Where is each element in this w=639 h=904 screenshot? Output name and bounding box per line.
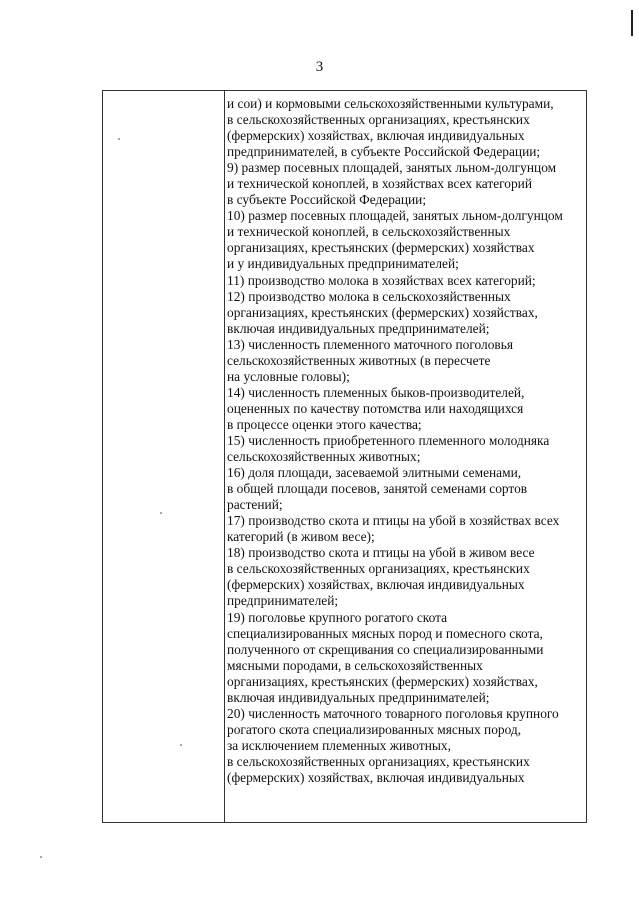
- text-line: 11) производство молока в хозяйствах всех категорий;: [227, 272, 536, 288]
- scan-speck: [118, 138, 120, 140]
- text-line: (фермерских) хозяйствах, включая индивидуальных: [227, 128, 525, 144]
- text-line: 19) поголовье крупного рогатого скота: [227, 609, 448, 625]
- text-line: сельскохозяйственных животных;: [227, 449, 421, 465]
- text-line: 12) производство молока в сельскохозяйственных: [227, 288, 511, 304]
- text-line: 17) производство скота и птицы на убой в хозяйствах всех: [227, 513, 560, 529]
- text-line: включая индивидуальных предпринимателей;: [227, 320, 490, 336]
- text-line: специализированных мясных пород и помесного скота,: [227, 625, 543, 641]
- text-line: (фермерских) хозяйствах, включая индивидуальных: [227, 769, 525, 785]
- scan-speck: [160, 512, 162, 514]
- scan-speck: [180, 744, 182, 746]
- column-divider: [224, 91, 225, 822]
- text-line: за исключением племенных животных,: [227, 737, 451, 753]
- text-line: 16) доля площади, засеваемой элитными семенами,: [227, 465, 522, 481]
- text-line: 9) размер посевных площадей, занятых льном-долгунцом: [227, 160, 557, 176]
- text-line: и сои) и кормовыми сельскохозяйственными культурами,: [227, 96, 554, 111]
- text-line: в общей площади посевов, занятой семенами сортов: [227, 481, 528, 497]
- text-line: 18) производство скота и птицы на убой в живом весе: [227, 545, 535, 561]
- text-line: оцененных по качеству потомства или находящихся: [227, 400, 524, 416]
- text-line: включая индивидуальных предпринимателей;: [227, 689, 490, 705]
- text-line: мясными породами, в сельскохозяйственных: [227, 657, 483, 673]
- text-line: 14) численность племенных быков-производителей,: [227, 384, 525, 400]
- text-line: в сельскохозяйственных организациях, крестьянских: [227, 753, 530, 769]
- text-line: полученного от скрещивания со специализированными: [227, 641, 544, 657]
- text-line: категорий (в живом весе);: [227, 529, 375, 545]
- text-line: в сельскохозяйственных организациях, крестьянских: [227, 112, 530, 128]
- text-line: 20) численность маточного товарного поголовья крупного: [227, 705, 559, 721]
- text-line: и у индивидуальных предпринимателей;: [227, 256, 459, 272]
- text-line: организациях, крестьянских (фермерских) хозяйствах,: [227, 673, 538, 689]
- text-line: в процессе оценки этого качества;: [227, 416, 422, 432]
- text-line: в субъекте Российской Федерации;: [227, 192, 427, 208]
- text-line: растений;: [227, 497, 283, 513]
- document-table: [102, 90, 587, 823]
- text-line: организациях, крестьянских (фермерских) хозяйствах,: [227, 304, 538, 320]
- table-cell-right: [227, 96, 585, 786]
- scan-speck: [40, 856, 42, 858]
- text-line: и технической коноплей, в сельскохозяйственных: [227, 224, 511, 240]
- text-line: 13) численность племенного маточного поголовья: [227, 336, 514, 352]
- text-line: организациях, крестьянских (фермерских) хозяйствах: [227, 240, 535, 256]
- text-line: сельскохозяйственных животных (в пересчете: [227, 352, 491, 368]
- text-line: 15) численность приобретенного племенного молодняка: [227, 432, 550, 448]
- text-line: (фермерских) хозяйствах, включая индивидуальных: [227, 577, 525, 593]
- text-line: рогатого скота специализированных мясных пород,: [227, 721, 522, 737]
- page-number: 3: [315, 59, 324, 75]
- text-line: на условные головы);: [227, 368, 350, 384]
- text-line: предпринимателей, в субъекте Российской Федерации;: [227, 144, 541, 160]
- scan-edge-mark: [631, 10, 633, 36]
- text-line: и технической коноплей, в хозяйствах всех категорий: [227, 176, 533, 192]
- text-line: в сельскохозяйственных организациях, крестьянских: [227, 561, 530, 577]
- text-line: предпринимателей;: [227, 593, 339, 609]
- text-line: 10) размер посевных площадей, занятых льном-долгунцом: [227, 208, 563, 224]
